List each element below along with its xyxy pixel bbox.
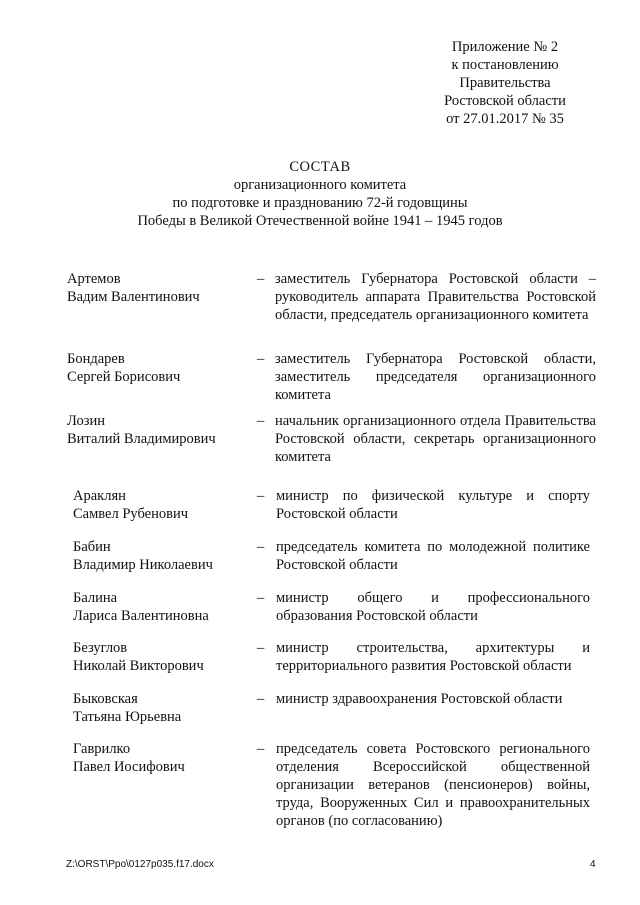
dash-separator: –	[257, 271, 265, 287]
member-given-names: Владимир Николаевич	[73, 557, 213, 573]
member-given-names: Павел Иосифович	[73, 759, 185, 775]
appendix-header	[400, 38, 610, 128]
dash-separator: –	[257, 413, 265, 429]
member-given-names: Лариса Валентиновна	[73, 608, 209, 624]
member-given-names: Сергей Борисович	[67, 369, 181, 385]
member-surname: Балина	[73, 590, 118, 606]
footer-file-path: Z:\ORST\Ppo\0127p035.f17.docx	[66, 859, 214, 870]
member-role: министр общего и профессионального образования Ростовской области	[276, 590, 590, 624]
member-role: министр строительства, архитектуры и территориального развития Ростовской области	[276, 640, 590, 674]
title-line: организационного комитета	[233, 177, 407, 193]
member-surname: Быковская	[73, 691, 138, 707]
member-given-names: Татьяна Юрьевна	[73, 709, 182, 725]
dash-separator: –	[257, 488, 265, 504]
member-role: председатель комитета по молодежной политике Ростовской области	[276, 539, 590, 573]
document-title	[0, 158, 640, 230]
member-given-names: Самвел Рубенович	[73, 506, 188, 522]
member-given-names: Виталий Владимирович	[67, 431, 216, 447]
member-name	[67, 270, 247, 306]
title-line: по подготовке и празднованию 72-й годовщины	[172, 195, 468, 211]
member-surname: Гаврилко	[73, 741, 131, 757]
member-name	[67, 412, 247, 448]
member-role: заместитель Губернатора Ростовской области, заместитель председателя организационного комитета	[275, 351, 596, 403]
appendix-line: Ростовской области	[444, 93, 566, 109]
dash-separator: –	[257, 539, 265, 555]
dash-separator: –	[257, 590, 265, 606]
member-role: министр здравоохранения Ростовской области	[276, 691, 563, 707]
member-surname: Артемов	[67, 271, 121, 287]
member-name	[73, 740, 253, 776]
member-given-names: Николай Викторович	[73, 658, 204, 674]
appendix-line: Приложение № 2	[451, 39, 559, 55]
page-number: 4	[590, 859, 596, 870]
member-role: министр по физической культуре и спорту Ростовской области	[276, 488, 590, 522]
member-surname: Араклян	[73, 488, 126, 504]
member-given-names: Вадим Валентинович	[67, 289, 200, 305]
member-surname: Безуглов	[73, 640, 128, 656]
appendix-line: к постановлению	[451, 57, 559, 73]
member-name	[73, 538, 253, 574]
title-heading: СОСТАВ	[289, 159, 351, 175]
member-surname: Лозин	[67, 413, 105, 429]
title-line: Победы в Великой Отечественной войне 1941 – 1945 годов	[137, 213, 503, 229]
member-name	[73, 487, 253, 523]
dash-separator: –	[257, 351, 265, 367]
member-role: начальник организационного отдела Правительства Ростовской области, секретарь организационного комитета	[275, 413, 596, 465]
member-name	[73, 639, 253, 675]
member-name	[67, 350, 247, 386]
member-role: заместитель Губернатора Ростовской области – руководитель аппарата Правительства Ростовской области, председатель организационного комитета	[275, 271, 596, 323]
appendix-line: Правительства	[459, 75, 551, 91]
member-name	[73, 589, 253, 625]
member-name	[73, 690, 253, 726]
member-surname: Бабин	[73, 539, 111, 555]
appendix-line: от 27.01.2017 № 35	[446, 111, 564, 127]
dash-separator: –	[257, 741, 265, 757]
member-role: председатель совета Ростовского регионального отделения Всероссийской общественной организации ветеранов (пенсионеров) войны, труда, Вооруженных Сил и правоохранительных органов (по согласованию)	[276, 741, 590, 829]
dash-separator: –	[257, 691, 265, 707]
member-surname: Бондарев	[67, 351, 125, 367]
dash-separator: –	[257, 640, 265, 656]
